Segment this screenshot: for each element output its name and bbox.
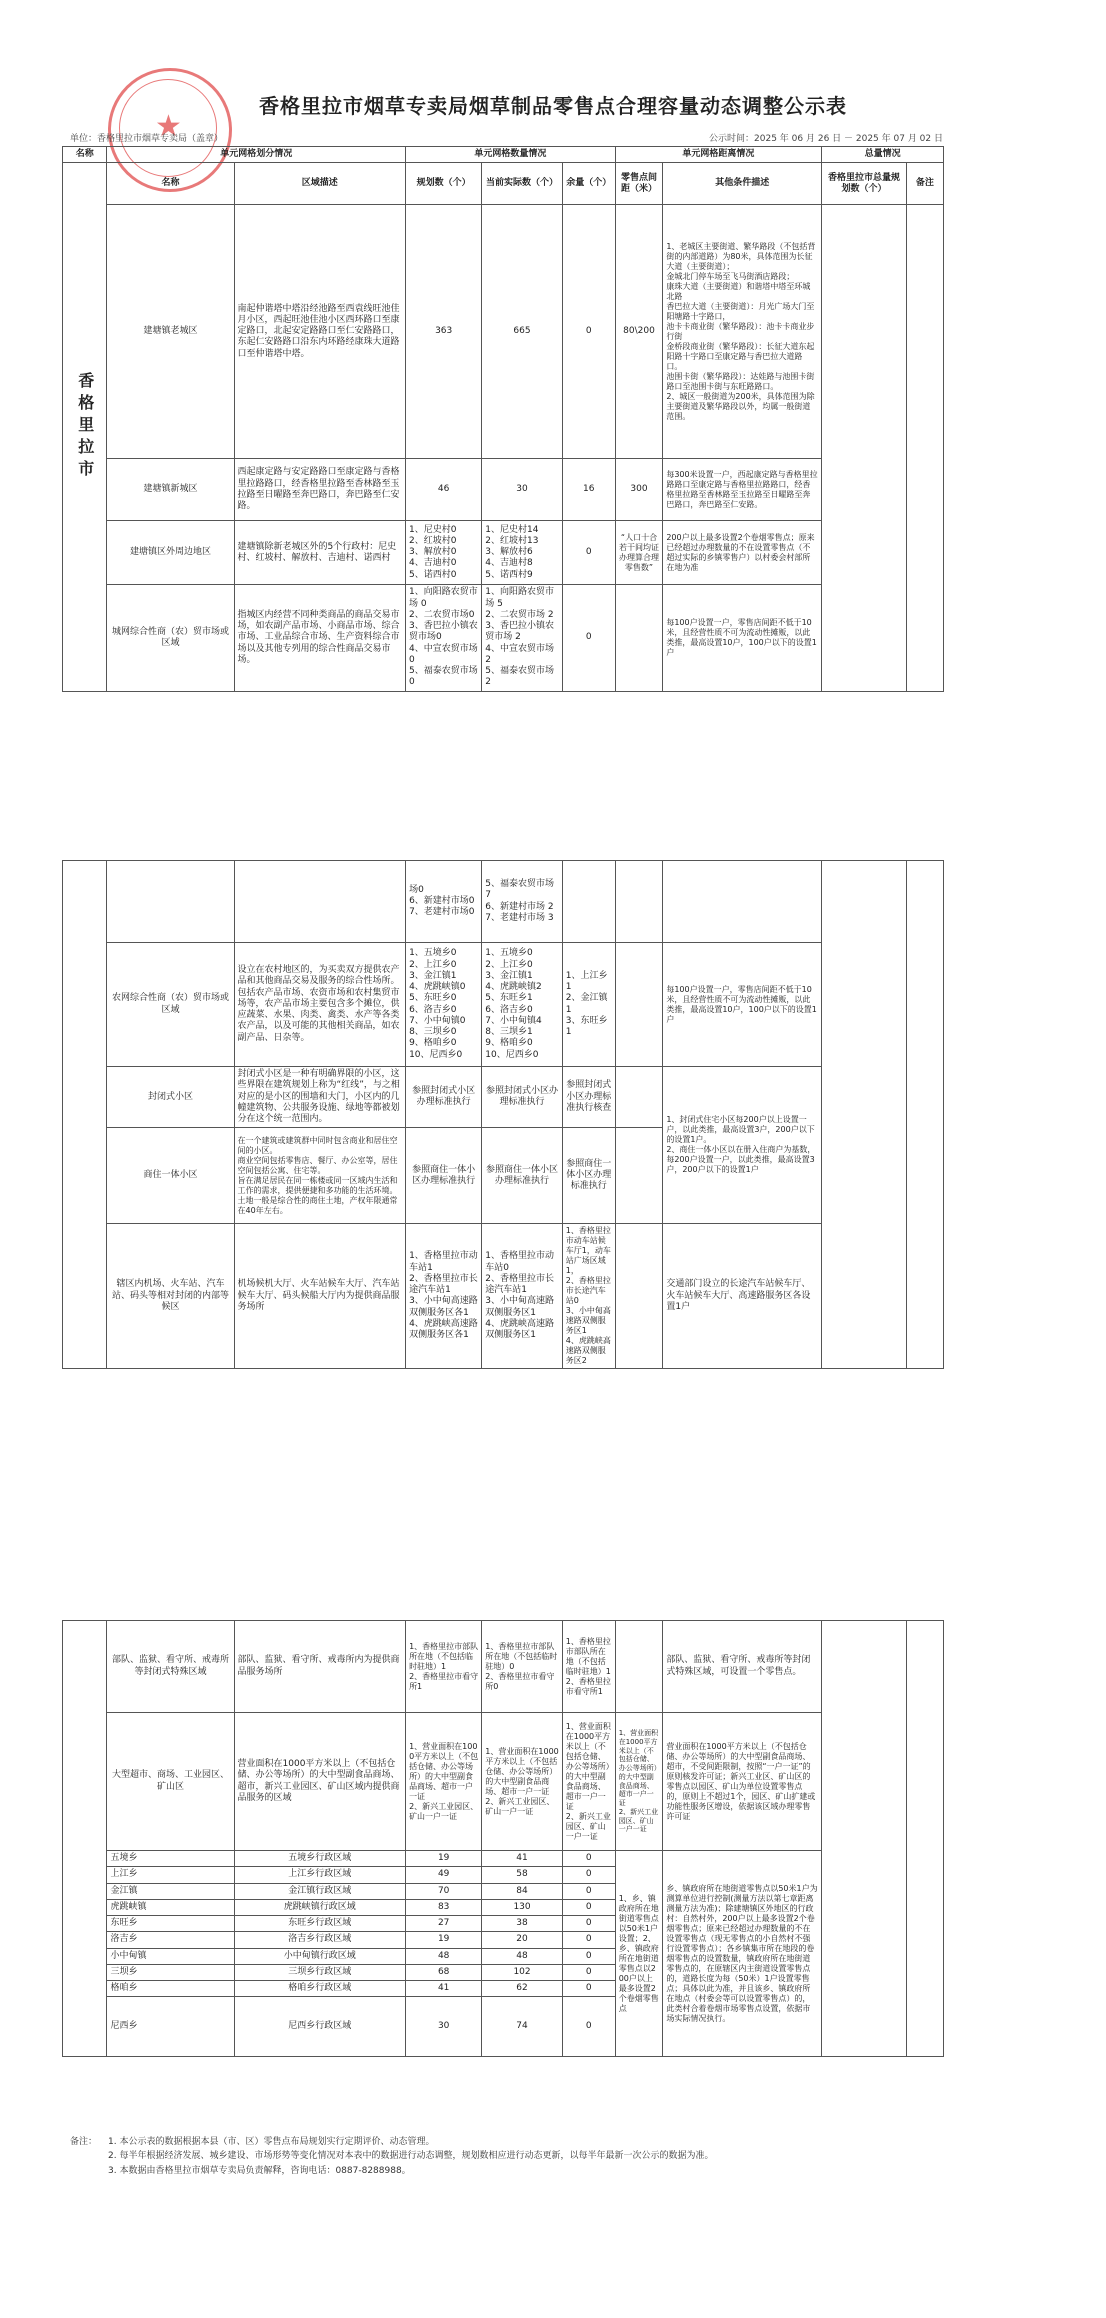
row-desc: 设立在农村地区的，为买卖双方提供农产品和其他商品交易及服务的综合性场所。 包括农产品市场、农资市场和农村集贸市场等，农产品市场主要包含多个摊位，供应蔬菜、水果、肉类、禽类、水产等各类农产品，以及可能的其他相关商品，如农副产品、日杂等。 <box>234 943 406 1067</box>
row-plan: 46 <box>406 459 482 521</box>
row-plan: 1、五境乡0 2、上江乡0 3、金江镇1 4、虎跳峡镇0 5、东旺乡0 6、洛吉乡0 7、小中甸镇0 8、三坝乡0 9、格咱乡0 10、尼西乡0 <box>406 943 482 1067</box>
row-other: 每100户设置一户，零售店间距不低于10米，且经营性质不可为流动性摊贩，以此类推，最高设置10户，100户以下的设置1户 <box>663 585 822 691</box>
row-plan: 68 <box>406 1964 482 1980</box>
row-desc: 金江镇行政区域 <box>234 1883 406 1899</box>
row-desc: 东旺乡行政区域 <box>234 1916 406 1932</box>
row-distance <box>615 1128 663 1224</box>
table-section-2 <box>62 860 944 1369</box>
row-plan: 30 <box>406 1997 482 2057</box>
header-sub-name: 名称 <box>107 163 234 205</box>
row-name: 农网综合性商（农）贸市场或区域 <box>107 943 234 1067</box>
row-other: 交通部门设立的长途汽车站候车厅、火车站候车大厅、高速路服务区各设置1户 <box>663 1224 822 1369</box>
row-actual: 102 <box>482 1964 562 1980</box>
row-other: 每300米设置一户，西起康定路与香格里拉路路口至康定路与香格里拉路路口，经香格里拉路至香林路至玉拉路至日曜路至奔巴路口，奔巴路至仁安路。 <box>663 459 822 521</box>
row-actual: 1、尼史村14 2、红坡村13 3、解放村6 4、吉迪村8 5、诺西村9 <box>482 521 562 585</box>
header-total-plan: 香格里拉市总量规划数（个） <box>822 163 907 205</box>
row-name: 五境乡 <box>107 1851 234 1867</box>
seal-star-icon: ★ <box>155 109 182 144</box>
row-plan: 70 <box>406 1883 482 1899</box>
row-name: 洛吉乡 <box>107 1932 234 1948</box>
row-remain: 0 <box>562 1899 615 1915</box>
row-name: 上江乡 <box>107 1867 234 1883</box>
row-remain: 0 <box>562 585 615 691</box>
row-remain: 0 <box>562 1851 615 1867</box>
row-remain: 0 <box>562 1948 615 1964</box>
row-actual: 41 <box>482 1851 562 1867</box>
row-name: 小中甸镇 <box>107 1948 234 1964</box>
row-name: 尼西乡 <box>107 1997 234 2057</box>
row-remain: 参照商住一体小区办理标准执行 <box>562 1128 615 1224</box>
note-item: 2. 每半年根据经济发展、城乡建设、市场形势等变化情况对本表中的数据进行动态调整，规划数相应进行动态更新，以每半年最新一次公示的数据为准。 <box>108 2151 714 2162</box>
header-count-group: 单元网格数量情况 <box>406 147 616 163</box>
row-plan: 场0 6、新建村市场0 7、老建村市场0 <box>406 861 482 943</box>
row-plan: 参照封闭式小区办理标准执行 <box>406 1067 482 1128</box>
row-desc: 建塘镇除新老城区外的5个行政村：尼史村、红坡村、解放村、吉迪村、诺西村 <box>234 521 406 585</box>
row-plan: 19 <box>406 1851 482 1867</box>
row-remain: 0 <box>562 1997 615 2057</box>
row-name <box>107 861 234 943</box>
row-actual: 74 <box>482 1997 562 2057</box>
table-row <box>63 205 944 459</box>
row-desc: 在一个建筑或建筑群中同时包含商业和居住空间的小区。 商业空间包括零售店、餐厅、办公室等，居住空间包括公寓、住宅等。 旨在满足居民在同一栋楼或同一区域内生活和工作的需求，提供便捷和多功能的生活环境。 土地一般是综合性的商住土地，产权年限通常在40年左右。 <box>234 1128 406 1224</box>
row-name: 东旺乡 <box>107 1916 234 1932</box>
row-name: 格咱乡 <box>107 1981 234 1997</box>
row-distance: 300 <box>615 459 663 521</box>
header-other: 其他条件描述 <box>663 163 822 205</box>
header-remark: 备注 <box>906 163 943 205</box>
row-actual: 参照商住一体小区办理标准执行 <box>482 1128 562 1224</box>
row-remain: 0 <box>562 521 615 585</box>
row-desc: 洛吉乡行政区域 <box>234 1932 406 1948</box>
notes-section <box>70 2135 1030 2178</box>
row-remain: 0 <box>562 1916 615 1932</box>
row-remain: 0 <box>562 1964 615 1980</box>
row-remain: 1、香格里拉市部队所在地（不包括临时驻地）1 2、香格里拉市看守所1 <box>562 1621 615 1713</box>
header-distance: 零售点间距（米） <box>615 163 663 205</box>
row-distance <box>615 1224 663 1369</box>
row-plan: 1、尼史村0 2、红坡村0 3、解放村0 4、吉迪村0 5、诺西村0 <box>406 521 482 585</box>
row-desc: 西起康定路与安定路路口至康定路与香格里拉路路口，经香格里拉路至香林路至玉拉路至日曜路至奔巴路口，奔巴路至仁安路。 <box>234 459 406 521</box>
row-desc: 机场候机大厅、火车站候车大厅、汽车站候车大厅、码头候船大厅内为提供商品服务场所 <box>234 1224 406 1369</box>
row-actual: 20 <box>482 1932 562 1948</box>
row-plan: 363 <box>406 205 482 459</box>
note-item: 1. 本公示表的数据根据本县（市、区）零售点布局规划实行定期评价、动态管理。 <box>108 2137 435 2147</box>
remark-cell <box>906 861 943 1369</box>
header-distance-group: 单元网格距离情况 <box>615 147 821 163</box>
table-row <box>63 1621 944 1713</box>
row-desc: 上江乡行政区域 <box>234 1867 406 1883</box>
table-row <box>63 585 944 691</box>
remark-cell <box>906 205 943 691</box>
row-desc: 南起仲谐塔中塔沿经池路至西袁线旺池佳月小区，西起旺池佳池小区西环路口至康定路口，北起安定路路口至仁安路路口，东起仁安路路口沿东内环路经康珠大道路口至仲谐塔中塔。 <box>234 205 406 459</box>
row-name: 金江镇 <box>107 1883 234 1899</box>
publish-period: 公示时间：2025 年 06 月 26 日 － 2025 年 07 月 02 日 <box>709 134 943 144</box>
row-remain: 0 <box>562 1867 615 1883</box>
row-actual: 130 <box>482 1899 562 1915</box>
row-remain: 0 <box>562 1932 615 1948</box>
city-cell-continued <box>63 1621 107 2057</box>
row-distance <box>615 1621 663 1713</box>
row-distance: 80\200 <box>615 205 663 459</box>
township-distance: 1、乡、镇政府所在地街道零售点以50米1户设置；2、乡、镇政府所在地街道零售点以200户以上最多设置2个卷烟零售点 <box>615 1851 663 2057</box>
row-distance <box>615 585 663 691</box>
row-plan: 1、香格里拉市部队所在地（不包括临时驻地）1 2、香格里拉市看守所1 <box>406 1621 482 1713</box>
table-row <box>63 861 944 943</box>
row-name: 封闭式小区 <box>107 1067 234 1128</box>
row-desc: 三坝乡行政区域 <box>234 1964 406 1980</box>
total-plan-cell <box>822 861 907 1369</box>
row-plan: 48 <box>406 1948 482 1964</box>
row-other: 部队、监狱、看守所、戒毒所等封闭式特殊区域，可设置一个零售点。 <box>663 1621 822 1713</box>
table-row <box>63 1851 944 1867</box>
page-title: 香格里拉市烟草专卖局烟草制品零售点合理容量动态调整公示表 <box>259 94 847 118</box>
table-row <box>63 459 944 521</box>
row-distance: “人口十合若干间均证办理算合理零售数” <box>615 521 663 585</box>
row-actual: 665 <box>482 205 562 459</box>
header-name: 名称 <box>63 147 107 163</box>
row-desc: 营业面积在1000平方米以上（不包括仓储、办公等场所）的大中型副食品商场、超市，新兴工业园区、矿山区域内提供商品服务的区域 <box>234 1713 406 1851</box>
city-cell-continued <box>63 861 107 1369</box>
row-name: 虎跳峡镇 <box>107 1899 234 1915</box>
row-other: 1、老城区主要街道、繁华路段（不包括背街的内部道路）为80米，具体范围为长征大道（主要街道）； 金城北门停车场至飞马街酒店路段； 康珠大道（主要街道）和谐塔中塔至环城北路 香巴拉大道（主要街道）：月光广场大门至阳塘路十字路口， 池卡卡商业街（繁华路段）：池卡卡商业步行街 金桥段商业街（繁华路段）：长征大道东起阳路十字路口至康定路与香巴拉大道路口。 池围卡街（繁华路段）：达娃路与池围卡街路口至池围卡街与东旺路路口。 2、城区一般街道为200米，具体范围为除主要街道及繁华路段以外，均属一般街道范围。 <box>663 205 822 459</box>
row-name: 城网综合性商（农）贸市场或区域 <box>107 585 234 691</box>
header-area-desc: 区域描述 <box>234 163 406 205</box>
table-row <box>63 1067 944 1128</box>
table-row <box>63 521 944 585</box>
row-desc: 五境乡行政区域 <box>234 1851 406 1867</box>
row-desc: 尼西乡行政区域 <box>234 1997 406 2057</box>
city-cell <box>63 163 107 691</box>
row-other: 1、封闭式住宅小区每200户以上设置一户，以此类推，最高设置3户，200户以下的设置1户。 2、商住一体小区以在册入住商户为基数，每200户设置一户，以此类推，最高设置3户，200户以下的设置1户 <box>663 1067 822 1224</box>
row-actual: 1、向阳路农贸市场 5 2、二农贸市场 2 3、香巴拉小镇农贸市场 2 4、中宣农贸市场 2 5、福泰农贸市场 2 <box>482 585 562 691</box>
header-plan: 规划数（个） <box>406 163 482 205</box>
township-other: 乡、镇政府所在地街道零售点以50米1户为测算单位进行控制(测量方法以第七章距离测量方法为准)；除建塘镇区外地区的行政村：自然村外，200户以上最多设置2个卷烟零售点；原来已经超过办理数量的不在设置零售点（现无零售点的小自然村不强行设置零售点）；各乡镇集市所在地段的卷烟零售点的设置数量，镇政府所在地街道零售点的，在原辖区内主街道设置零售点的，道路长度为每（50米）1户设置零售点；具体以此为准，并且该乡、镇政府所在地点（村委会等可以设置零售点）的，此类村合着卷烟市场零售点设置，依据市场实际情况执行。 <box>663 1851 822 2057</box>
row-actual: 1、香格里拉市动车站0 2、香格里拉市长途汽车站1 3、小中甸高速路双侧服务区1 4、虎跳峡高速路双侧服务区1 <box>482 1224 562 1369</box>
row-name: 部队、监狱、看守所、戒毒所等封闭式特殊区域 <box>107 1621 234 1713</box>
row-plan: 参照商住一体小区办理标准执行 <box>406 1128 482 1224</box>
total-plan-cell <box>822 205 907 691</box>
row-plan: 83 <box>406 1899 482 1915</box>
row-distance <box>615 861 663 943</box>
unit-label: 单位：香格里拉市烟草专卖局（盖章） <box>70 134 224 144</box>
row-desc: 封闭式小区是一种有明确界限的小区，这些界限在建筑规划上称为“红线”，与之相对应的是小区的围墙和大门，小区内的几幢建筑物、公共服务设施、绿地等都被划分在这个统一范围内。 <box>234 1067 406 1128</box>
city-label: 香格里拉市 <box>75 371 95 482</box>
row-plan: 41 <box>406 1981 482 1997</box>
row-name: 商住一体小区 <box>107 1128 234 1224</box>
row-remain: 0 <box>562 1883 615 1899</box>
header-total-group: 总量情况 <box>822 147 944 163</box>
row-desc: 部队、监狱、看守所、戒毒所内为提供商品服务场所 <box>234 1621 406 1713</box>
table-section-1 <box>62 146 944 692</box>
row-actual: 1、营业面积在1000平方米以上（不包括仓储、办公等场所）的大中型副食品商场、超市一户一证 2、新兴工业园区、矿山一户一证 <box>482 1713 562 1851</box>
row-desc: 小中甸镇行政区域 <box>234 1948 406 1964</box>
row-plan: 1、营业面积在1000平方米以上（不包括仓储、办公等场所）的大中型副食品商场、超市一户一证 2、新兴工业园区、矿山一户一证 <box>406 1713 482 1851</box>
row-name: 建塘镇老城区 <box>107 205 234 459</box>
row-other: 营业面积在1000平方米以上（不包括仓储、办公等场所）的大中型副食品商场、超市，不受间距限制，按照“一户一证”的原则核发许可证；新兴工业区、矿山区的零售点以园区、矿山为单位设置零售点的，原则上不超过1个，园区、矿山扩建或功能性服务区增设，依据该区域办理零售许可证 <box>663 1713 822 1851</box>
row-remain: 0 <box>562 1981 615 1997</box>
header-actual: 当前实际数（个） <box>482 163 562 205</box>
row-desc <box>234 861 406 943</box>
row-name: 辖区内机场、火车站、汽车站、码头等相对封闭的内部等候区 <box>107 1224 234 1369</box>
row-distance <box>615 943 663 1067</box>
row-plan: 1、向阳路农贸市场 0 2、二农贸市场0 3、香巴拉小镇农贸市场0 4、中宣农贸市场0 5、福泰农贸市场0 <box>406 585 482 691</box>
row-plan: 19 <box>406 1932 482 1948</box>
row-actual: 58 <box>482 1867 562 1883</box>
table-row <box>63 1713 944 1851</box>
row-remain: 1、上江乡1 2、金江镇1 3、东旺乡1 <box>562 943 615 1067</box>
remark-cell <box>906 1621 943 2057</box>
row-name: 建塘镇新城区 <box>107 459 234 521</box>
row-desc: 虎跳峡镇行政区域 <box>234 1899 406 1915</box>
row-actual: 84 <box>482 1883 562 1899</box>
row-remain <box>562 861 615 943</box>
header-grid-group: 单元网格划分情况 <box>107 147 406 163</box>
row-actual: 30 <box>482 459 562 521</box>
row-desc: 格咱乡行政区域 <box>234 1981 406 1997</box>
row-remain: 参照封闭式小区办理标准执行核查 <box>562 1067 615 1128</box>
table-section-3 <box>62 1620 944 2057</box>
row-name: 大型超市、商场、工业园区、矿山区 <box>107 1713 234 1851</box>
table-row <box>63 943 944 1067</box>
row-remain: 0 <box>562 205 615 459</box>
table-row <box>63 1224 944 1369</box>
row-other <box>663 861 822 943</box>
row-plan: 27 <box>406 1916 482 1932</box>
notes-label: 备注： <box>70 2137 98 2147</box>
row-actual: 1、五境乡0 2、上江乡0 3、金江镇1 4、虎跳峡镇2 5、东旺乡1 6、洛吉乡0 7、小中甸镇4 8、三坝乡1 9、格咱乡0 10、尼西乡0 <box>482 943 562 1067</box>
row-actual: 38 <box>482 1916 562 1932</box>
row-plan: 49 <box>406 1867 482 1883</box>
row-other: 200户以上最多设置2个卷烟零售点；原来已经超过办理数量的不在设置零售点（不超过实际的乡镇零售户）以村委会村部所在地为准 <box>663 521 822 585</box>
note-item: 3. 本数据由香格里拉市烟草专卖局负责解释，咨询电话：0887-8288988。 <box>108 2165 411 2176</box>
row-actual: 参照封闭式小区办理标准执行 <box>482 1067 562 1128</box>
row-actual: 62 <box>482 1981 562 1997</box>
row-desc: 指城区内经营不同种类商品的商品交易市场，如农副产品市场、小商品市场、综合市场、工业品综合市场、生产资料综合市场以及其他专列用的综合性商品交易市场。 <box>234 585 406 691</box>
row-remain: 16 <box>562 459 615 521</box>
row-remain: 1、香格里拉市动车站候车厅1，动车站广场区域1， 2、香格里拉市长途汽车站0 3、小中甸高速路双侧服务区1 4、虎跳峡高速路双侧服务区2 <box>562 1224 615 1369</box>
row-distance: 1、营业面积在1000平方米以上（不包括仓储、办公等场所）的大中型副食品商场、超市一户一证 2、新兴工业园区、矿山一户一证 <box>615 1713 663 1851</box>
row-name: 三坝乡 <box>107 1964 234 1980</box>
row-other: 每100户设置一户，零售店间距不低于10米，且经营性质不可为流动性摊贩，以此类推，最高设置10户，100户以下的设置1户 <box>663 943 822 1067</box>
row-remain: 1、营业面积在1000平方米以上（不包括仓储、办公等场所）的大中型副食品商场、超市一户一证 2、新兴工业园区、矿山一户一证 <box>562 1713 615 1851</box>
row-name: 建塘镇区外周边地区 <box>107 521 234 585</box>
row-actual: 1、香格里拉市部队所在地（不包括临时驻地）0 2、香格里拉市看守所0 <box>482 1621 562 1713</box>
header-remain: 余量（个） <box>562 163 615 205</box>
row-distance <box>615 1067 663 1128</box>
row-actual: 48 <box>482 1948 562 1964</box>
row-plan: 1、香格里拉市动车站1 2、香格里拉市长途汽车站1 3、小中甸高速路双侧服务区各1 4、虎跳峡高速路双侧服务区各1 <box>406 1224 482 1369</box>
row-actual: 5、福泰农贸市场 7 6、新建村市场 2 7、老建村市场 3 <box>482 861 562 943</box>
total-plan-cell <box>822 1621 907 2057</box>
